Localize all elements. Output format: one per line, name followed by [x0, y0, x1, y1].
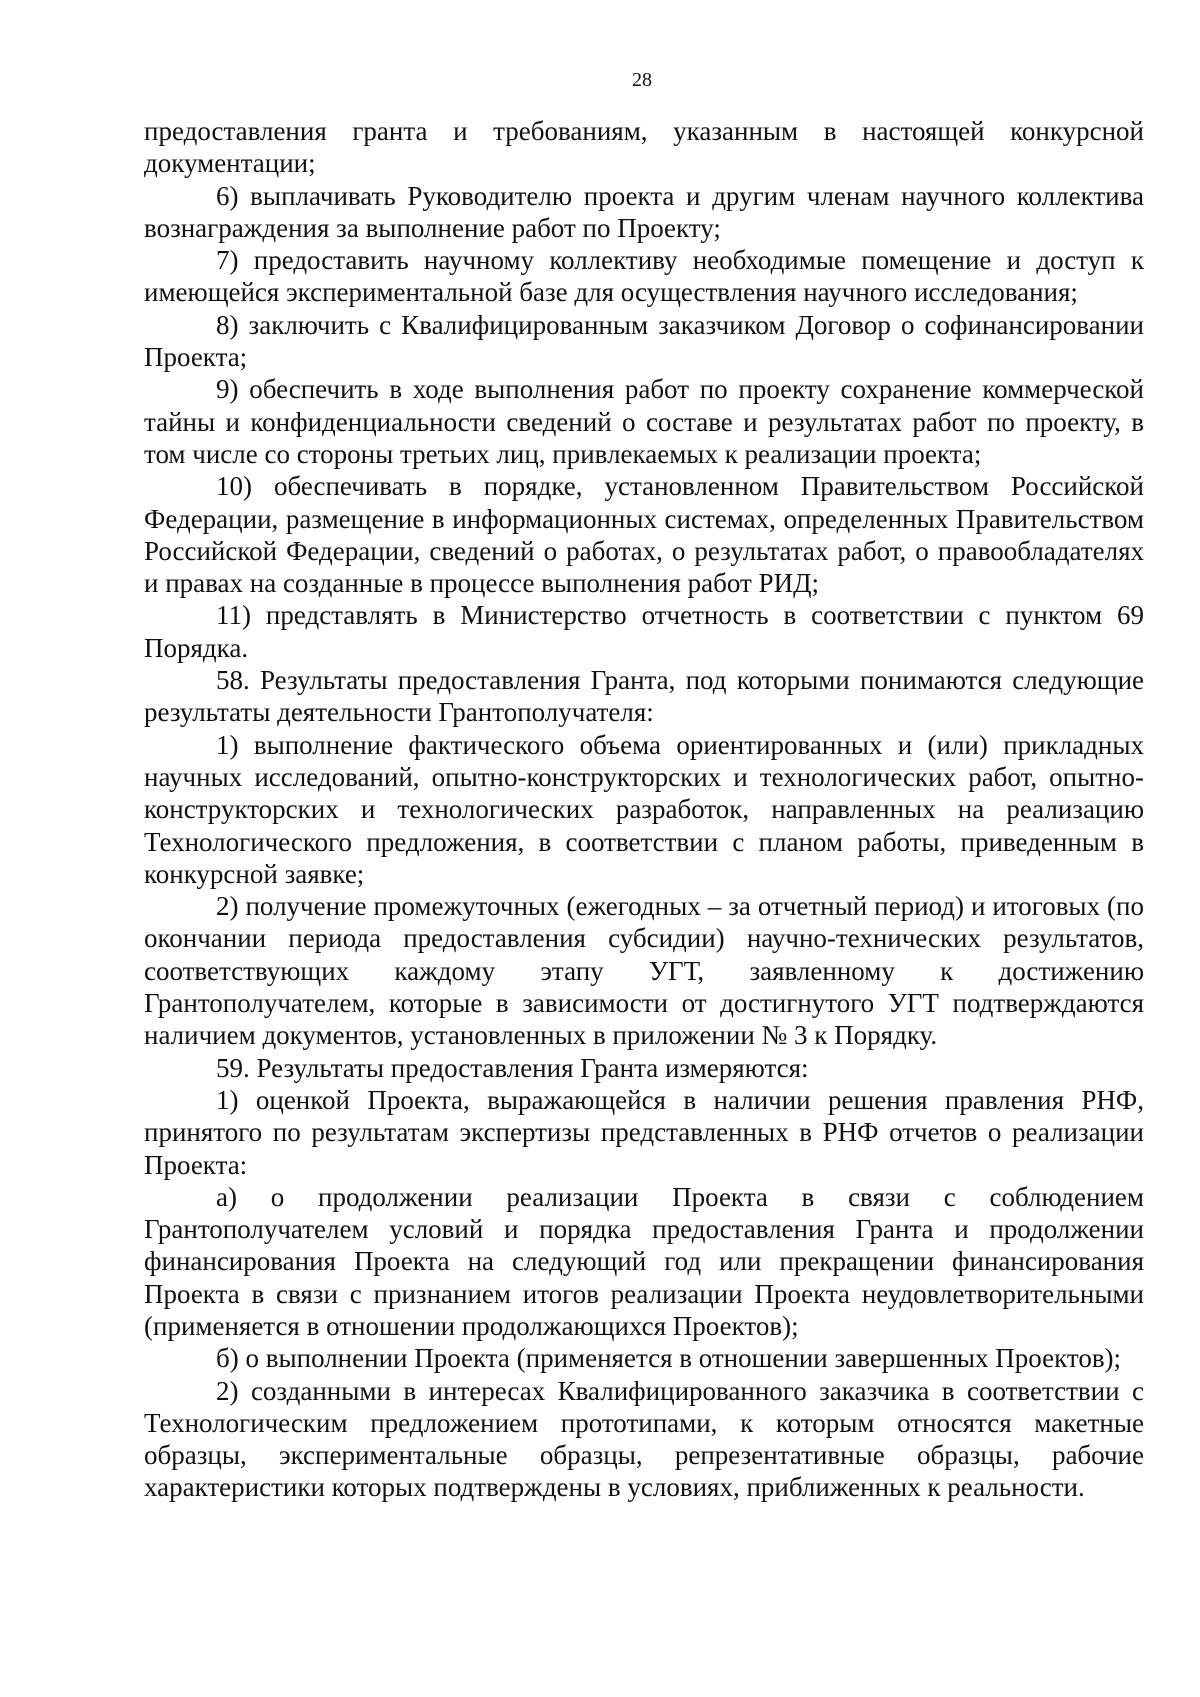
page-number: 28	[632, 69, 652, 91]
list-item-11: 11) представлять в Министерство отчетность в соответствии с пунктом 69 Порядка.	[144, 600, 1144, 663]
list-item-8: 8) заключить с Квалифицированным заказчиком Договор о софинансировании Проекта;	[144, 309, 1144, 373]
clause-59: 59. Результаты предоставления Гранта измеряются:	[216, 1052, 809, 1083]
paragraph-continuation: предоставления гранта и требованиям, указанным в настоящей конкурсной документации;	[144, 116, 1144, 179]
list-item-7: 7) предоставить научному коллективу необходимые помещение и доступ к имеющейся экспериментальной базе для осуществления научного исследования;	[144, 245, 1144, 308]
clause-59-item-2: 2) созданными в интересах Квалифицированного заказчика в соответствии с Технологическим предложением прототипами, к которым относятся макетные образцы, экспериментальные образцы, репрезентативные образцы, рабочие характеристики которых подтверждены в условиях, приближенных к реальности.	[144, 1375, 1144, 1503]
clause-58: 58. Результаты предоставления Гранта, под которыми понимаются следующие результаты деятельности Грантополучателя:	[144, 665, 1144, 728]
list-item-6: 6) выплачивать Руководителю проекта и другим членам научного коллектива вознаграждения за выполнение работ по Проекту;	[144, 180, 1144, 243]
document-body	[144, 115, 1144, 1504]
clause-59-item-1a: а) о продолжении реализации Проекта в связи с соблюдением Грантополучателем условий и порядка предоставления Гранта и продолжении финансирования Проекта на следующий год или прекращении финансирования Проекта в связи с признанием итогов реализации Проекта неудовлетворительными (применяется в отношении продолжающихся Проектов);	[144, 1181, 1144, 1341]
list-item-10: 10) обеспечивать в порядке, установленном Правительством Российской Федерации, размещение в информационных системах, определенных Правительством Российской Федерации, сведений о работах, о результатах работ, о правообладателях и правах на созданные в процессе выполнения работ РИД;	[144, 471, 1144, 599]
clause-59-item-1: 1) оценкой Проекта, выражающейся в наличии решения правления РНФ, принятого по результатам экспертизы представленных в РНФ отчетов о реализации Проекта:	[144, 1084, 1144, 1180]
clause-58-item-1: 1) выполнение фактического объема ориентированных и (или) прикладных научных исследований, опытно-конструкторских и технологических работ, опытно-конструкторских и технологических разработок, направленных на реализацию Технологического предложения, в соответствии с планом работы, приведенным в конкурсной заявке;	[144, 729, 1144, 889]
list-item-9: 9) обеспечить в ходе выполнения работ по проекту сохранение коммерческой тайны и конфиденциальности сведений о составе и результатах работ по проекту, в том числе со стороны третьих лиц, привлекаемых к реализации проекта;	[144, 374, 1144, 469]
clause-59-item-1b: б) о выполнении Проекта (применяется в отношении завершенных Проектов);	[216, 1343, 1122, 1374]
clause-58-item-2: 2) получение промежуточных (ежегодных – за отчетный период) и итоговых (по окончании периода предоставления субсидии) научно-технических результатов, соответствующих каждому этапу УГТ, заявленному к достижению Грантополучателем, которые в зависимости от достигнутого УГТ подтверждаются наличием документов, установленных в приложении № 3 к Порядку.	[144, 891, 1144, 1051]
